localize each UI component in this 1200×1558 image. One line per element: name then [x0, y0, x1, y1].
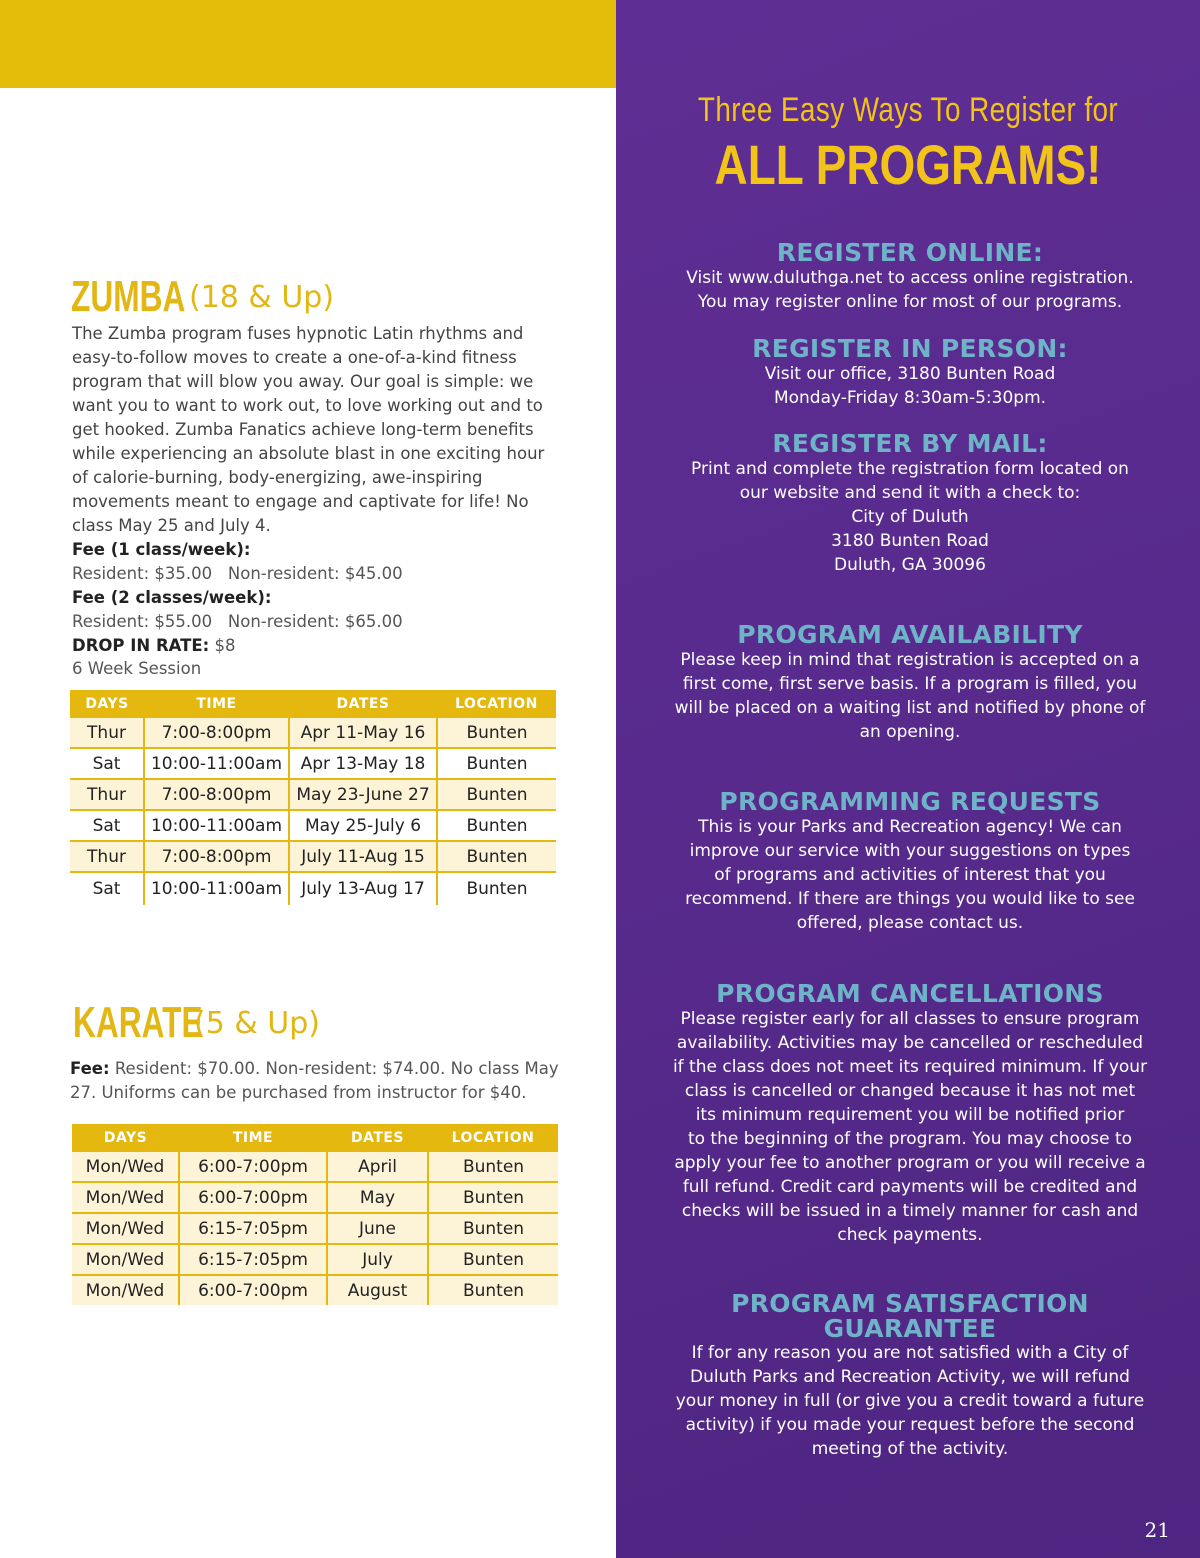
cell-days: Sat — [70, 748, 144, 779]
column-header-dates: DATES — [327, 1124, 428, 1152]
cell-location: Bunten — [428, 1275, 558, 1305]
cell-location: Bunten — [437, 779, 556, 810]
cell-time: 6:15-7:05pm — [179, 1213, 327, 1244]
headline-line1: Three Easy Ways To Register for — [697, 91, 1119, 129]
program-availability-text: Please keep in mind that registration is accepted on a first come, first serve basis. If a program is filled, you will be placed on a waiting list and notified by phone of an opening. — [674, 650, 1146, 742]
cell-dates: July 13-Aug 17 — [289, 872, 437, 905]
program-availability-title: PROGRAM AVAILABILITY — [737, 620, 1083, 649]
cell-location: Bunten — [437, 748, 556, 779]
cell-days: Mon/Wed — [72, 1244, 179, 1275]
zumba-dropin-label: DROP IN RATE: — [72, 636, 210, 655]
cell-location: Bunten — [437, 718, 556, 748]
table-row — [72, 1182, 558, 1213]
zumba-description: The Zumba program fuses hypnotic Latin rhythms and easy-to-follow moves to create a one-of-a-kind fitness program that will blow you away. Our goal is simple: we want you to want to work out, to love working out and to get hooked. Zumba Fanatics achieve long-term benefits while experiencing an absolute blast in one exciting hour of calorie-burning, body-energizing, awe-inspiring movements meant to engage and captivate for life! No class May 25 and July 4. — [72, 324, 545, 535]
cell-time: 10:00-11:00am — [144, 810, 289, 841]
table-row — [70, 779, 556, 810]
table-row — [70, 718, 556, 748]
table-row — [72, 1213, 558, 1244]
panel-headline — [616, 88, 1200, 196]
cell-dates: July 11-Aug 15 — [289, 841, 437, 872]
cell-days: Thur — [70, 841, 144, 872]
karate-fee-label: Fee: — [70, 1059, 110, 1078]
program-cancellations-title: PROGRAM CANCELLATIONS — [716, 979, 1104, 1008]
cell-location: Bunten — [466, 879, 528, 899]
table-row — [70, 872, 556, 905]
cell-time: 7:00-8:00pm — [144, 779, 289, 810]
cell-dates: April — [327, 1152, 428, 1182]
programming-requests-section — [620, 789, 1200, 935]
zumba-fee2-label: Fee (2 classes/week): — [72, 588, 272, 607]
zumba-session: 6 Week Session — [72, 659, 202, 678]
cell-time: 6:15-7:05pm — [179, 1244, 327, 1275]
cell-location: Bunten — [437, 810, 556, 841]
register-by-mail-section — [620, 431, 1200, 577]
zumba-title — [71, 272, 335, 322]
cell-days: Mon/Wed — [72, 1213, 179, 1244]
zumba-dropin-value: $8 — [209, 636, 236, 655]
cell-time: 6:00-7:00pm — [179, 1275, 327, 1305]
zumba-schedule-table — [70, 690, 556, 905]
karate-title — [73, 998, 320, 1048]
column-header-location: LOCATION — [428, 1124, 558, 1152]
table-row — [70, 841, 556, 872]
cell-days: Mon/Wed — [72, 1275, 179, 1305]
cell-dates: June — [327, 1213, 428, 1244]
table-row — [72, 1244, 558, 1275]
column-header-days: DAYS — [72, 1124, 179, 1152]
zumba-fee1-label: Fee (1 class/week): — [72, 540, 251, 559]
cell-location: Bunten — [428, 1244, 558, 1275]
column-header-location: LOCATION — [437, 690, 556, 718]
table-row — [72, 1152, 558, 1182]
cell-days: Thur — [70, 718, 144, 748]
cell-time: 6:00-7:00pm — [179, 1152, 327, 1182]
table-row — [72, 1275, 558, 1305]
register-online-section — [620, 240, 1200, 314]
column-header-dates: DATES — [289, 690, 437, 718]
column-header-time: TIME — [179, 1124, 327, 1152]
column-header-time: TIME — [144, 690, 289, 718]
cell-location: Bunten — [428, 1182, 558, 1213]
register-online-text: Visit www.duluthga.net to access online registration. You may register online for most of our programs. — [686, 268, 1134, 312]
zumba-fee1-values: Resident: $35.00 Non-resident: $45.00 — [72, 564, 403, 583]
cell-time: 10:00-11:00am — [144, 872, 289, 905]
cell-time: 10:00-11:00am — [144, 748, 289, 779]
satisfaction-guarantee-title: PROGRAM SATISFACTION GUARANTEE — [731, 1289, 1089, 1343]
zumba-fee2-values: Resident: $55.00 Non-resident: $65.00 — [72, 612, 403, 631]
cell-location: Bunten — [437, 841, 556, 872]
register-by-mail-title: REGISTER BY MAIL: — [772, 429, 1048, 458]
cell-days: Sat — [70, 810, 144, 841]
karate-age: (5 & Up) — [194, 1006, 320, 1041]
cell-dates: Apr 11-May 16 — [289, 718, 437, 748]
program-cancellations-section — [620, 981, 1200, 1247]
program-availability-section — [620, 622, 1200, 744]
table-row — [70, 748, 556, 779]
karate-fee — [70, 1057, 570, 1105]
cell-dates: May — [327, 1182, 428, 1213]
headline-line2: ALL PROGRAMS! — [714, 133, 1102, 196]
karate-fee-text: Resident: $70.00. Non-resident: $74.00. No class May 27. Uniforms can be purchased from instructor for $40. — [70, 1059, 559, 1102]
cell-dates: May 25-July 6 — [289, 810, 437, 841]
page-number: 21 — [1144, 1518, 1170, 1542]
column-header-days: DAYS — [70, 690, 144, 718]
register-in-person-section — [620, 336, 1200, 410]
register-in-person-text: Visit our office, 3180 Bunten Road Monday-Friday 8:30am-5:30pm. — [764, 364, 1056, 408]
cell-location: Bunten — [428, 1152, 558, 1182]
register-in-person-title: REGISTER IN PERSON: — [752, 334, 1068, 363]
programming-requests-title: PROGRAMMING REQUESTS — [719, 787, 1101, 816]
cell-dates: July — [327, 1244, 428, 1275]
cell-days: Thur — [70, 779, 144, 810]
cell-days: Sat — [70, 872, 144, 905]
registration-panel — [616, 0, 1200, 1558]
satisfaction-guarantee-section — [620, 1291, 1200, 1461]
cell-time: 6:00-7:00pm — [179, 1182, 327, 1213]
cell-dates: August — [327, 1275, 428, 1305]
program-cancellations-text: Please register early for all classes to ensure program availability. Activities may be cancelled or rescheduled if the class does not meet its required minimum. If your class is cancelled or changed because it has not met its minimum requirement you will be notified prior to the beginning of the program. You may choose to apply your fee to another program or you will receive a full refund. Credit card payments will be credited and checks will be issued in a timely manner for cash and check payments. — [672, 1009, 1148, 1245]
programming-requests-text: This is your Parks and Recreation agency! We can improve our service with your suggestions on types of programs and activities of interest that you recommend. If there are things you would like to see offered, please contact us. — [685, 817, 1135, 933]
zumba-age: (18 & Up) — [189, 280, 335, 315]
register-by-mail-text: Print and complete the registration form located on our website and send it with a check to: City of Duluth 3180 Bunten Road Duluth, GA 30096 — [691, 459, 1129, 575]
cell-dates: May 23-June 27 — [289, 779, 437, 810]
zumba-fees — [72, 538, 562, 680]
cell-dates: Apr 13-May 18 — [289, 748, 437, 779]
cell-time: 7:00-8:00pm — [144, 841, 289, 872]
karate-name: KARATE — [73, 998, 203, 1047]
table-row — [70, 810, 556, 841]
zumba-dropin — [72, 634, 562, 658]
cell-days: Mon/Wed — [72, 1182, 179, 1213]
cell-time: 7:00-8:00pm — [144, 718, 289, 748]
top-gold-bar — [0, 0, 616, 88]
karate-schedule-table — [72, 1124, 558, 1305]
register-online-title: REGISTER ONLINE: — [776, 238, 1044, 267]
satisfaction-guarantee-text: If for any reason you are not satisfied with a City of Duluth Parks and Recreation Activity, we will refund your money in full (or give you a credit toward a future activity) if you made your request before the second meeting of the activity. — [675, 1343, 1145, 1459]
zumba-name: ZUMBA — [71, 272, 186, 321]
cell-days: Mon/Wed — [72, 1152, 179, 1182]
cell-location: Bunten — [428, 1213, 558, 1244]
